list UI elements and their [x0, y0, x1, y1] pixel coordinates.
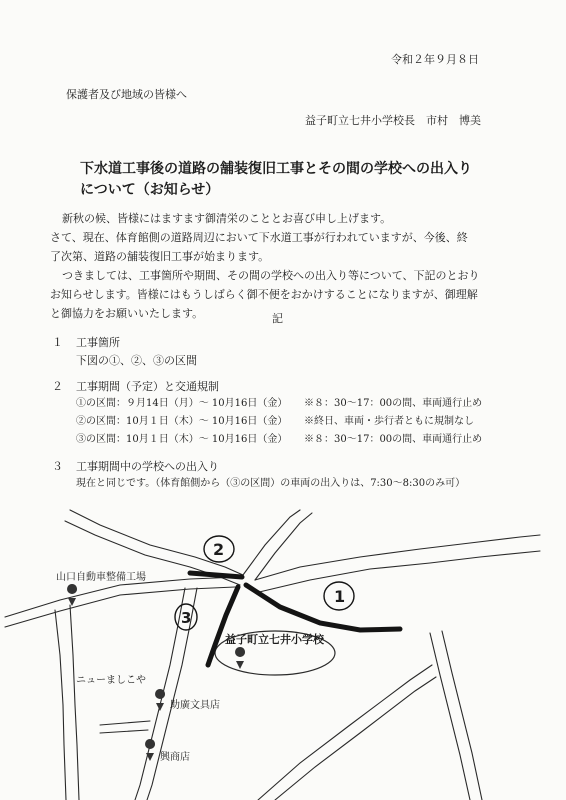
sender: 益子町立七井小学校長 市村 博美 — [305, 114, 481, 127]
schedule-note-2: ※終日、車両・歩行者ともに規制なし — [304, 416, 474, 427]
marker-2-label: 2 — [213, 540, 225, 559]
map-label-shop: ニューましこや — [76, 675, 146, 686]
body-line-3: 了次第、道路の舗装復旧工事が始まります。 — [50, 250, 270, 263]
document-title-line2: について（お知らせ） — [80, 182, 220, 198]
map-label-school: 益子町立七井小学校 — [225, 633, 324, 646]
section3-number: ３ — [52, 460, 63, 473]
body-line-2: さて、現在、体育館側の道路周辺において下水道工事が行われていますが、今後、終 — [50, 231, 468, 244]
document-title-line1: 下水道工事後の道路の舗装復旧工事とその間の学校への出入り — [80, 161, 472, 177]
body-line-6: と御協力をお願いいたします。 — [50, 307, 204, 320]
map-label-stationery: 助廣文具店 — [170, 700, 220, 711]
map-pins — [67, 584, 245, 761]
map-pin-icon — [155, 689, 165, 711]
section1-number: １ — [52, 336, 63, 349]
ki-heading: 記 — [272, 312, 283, 325]
schedule-period-1: ①の区間：９月14日（月）～ 10月16日（金） — [76, 398, 288, 409]
marker-3-label: 3 — [181, 609, 192, 627]
circle-markers — [175, 536, 354, 630]
schedule-note-3: ※８：30～17：00の間、車両通行止め — [304, 434, 483, 445]
section1-heading: 工事箇所 — [76, 336, 120, 349]
document-date: 令和２年９月８日 — [391, 53, 479, 66]
section2-heading: 工事期間（予定）と交通規制 — [76, 380, 219, 393]
schedule-note-1: ※８：30～17：00の間、車両通行止め — [304, 398, 483, 409]
section-2-line — [190, 573, 242, 577]
section-1-line — [246, 585, 400, 630]
construction-sections — [190, 573, 400, 665]
map-label-garage: 山口自動車整備工場 — [56, 572, 146, 583]
body-line-1: 新秋の候、皆様にはますます御清栄のこととお喜び申し上げます。 — [62, 212, 392, 225]
marker-1-label: 1 — [334, 587, 346, 606]
schedule-period-3: ③の区間：10月１日（木）～ 10月16日（金） — [76, 434, 288, 445]
construction-area-map — [0, 505, 566, 800]
map-pin-icon — [235, 647, 245, 669]
section3-heading: 工事期間中の学校への出入り — [76, 460, 219, 473]
body-line-5: お知らせします。皆様にはもうしばらく御不便をおかけすることになりますが、御理解 — [50, 288, 478, 301]
map-label-store: 興商店 — [160, 752, 190, 763]
road-outlines — [5, 510, 540, 800]
recipient: 保護者及び地域の皆様へ — [66, 88, 187, 101]
schedule-period-2: ②の区間：10月１日（木）～ 10月16日（金） — [76, 416, 288, 427]
map-pin-icon — [67, 584, 77, 606]
section-3-line — [208, 587, 238, 665]
section3-text: 現在と同じです。（体育館側から（③の区間）の車両の出入りは、7:30～8:30のみ可） — [76, 478, 466, 489]
section1-text: 下図の①、②、③の区間 — [76, 354, 197, 367]
section2-number: ２ — [52, 380, 63, 393]
body-line-4: つきましては、工事箇所や期間、その間の学校への出入り等について、下記のとおり — [62, 269, 480, 282]
